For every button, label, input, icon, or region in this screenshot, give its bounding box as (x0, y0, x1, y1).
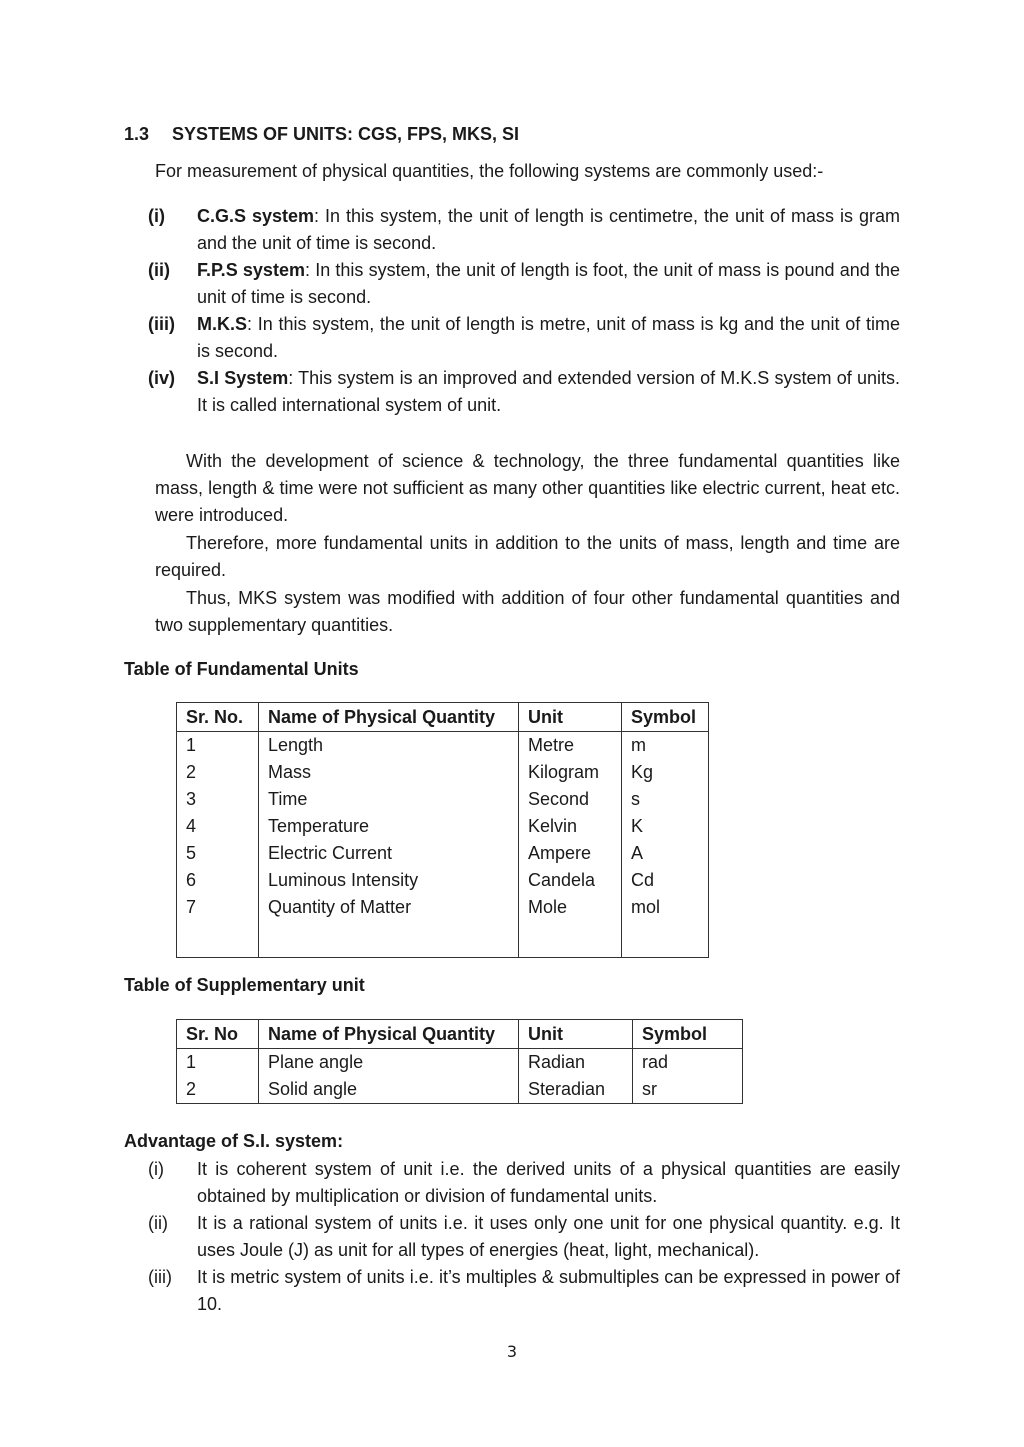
supplementary-table-title: Table of Supplementary unit (124, 975, 365, 995)
table-cell: 2 (177, 1076, 259, 1104)
table-row (177, 786, 709, 813)
system-description: : In this system, the unit of length is foot, the unit of mass is pound and the unit of time is second. (197, 260, 900, 307)
table-cell: Kg (622, 759, 709, 786)
list-item (148, 365, 900, 419)
list-marker: (ii) (148, 260, 170, 280)
table-cell: Electric Current (259, 840, 519, 867)
list-item (148, 1264, 900, 1318)
table-cell: mol (622, 894, 709, 921)
table-row (177, 732, 709, 760)
list-item (148, 1210, 900, 1264)
column-header: Sr. No. (177, 703, 259, 732)
list-marker: (iii) (148, 314, 175, 334)
table-cell: 7 (177, 894, 259, 921)
table-cell: 4 (177, 813, 259, 840)
table-cell: m (622, 732, 709, 760)
table-cell: s (622, 786, 709, 813)
column-header: Sr. No (177, 1020, 259, 1049)
table-cell: Cd (622, 867, 709, 894)
table-cell: Kelvin (519, 813, 622, 840)
table-cell: Solid angle (259, 1076, 519, 1104)
table-cell: Candela (519, 867, 622, 894)
table-empty-row (177, 921, 709, 958)
table-cell (519, 921, 622, 958)
table-cell: K (622, 813, 709, 840)
advantage-text: It is a rational system of units i.e. it uses only one unit for one physical quantity. e.g. It uses Joule (J) as unit for all types of energies (heat, light, mechanical). (197, 1213, 900, 1260)
table-cell: Mass (259, 759, 519, 786)
table-header-row (177, 703, 709, 732)
section-number: 1.3 (124, 124, 150, 144)
column-header: Unit (519, 1020, 633, 1049)
table-cell: 5 (177, 840, 259, 867)
table-cell: Metre (519, 732, 622, 760)
table-cell: sr (633, 1076, 743, 1104)
table-cell: Ampere (519, 840, 622, 867)
table-cell: Length (259, 732, 519, 760)
list-item (148, 311, 900, 365)
list-item (148, 1156, 900, 1210)
table-cell: Kilogram (519, 759, 622, 786)
supplementary-units-table (176, 1019, 743, 1104)
table-cell: Temperature (259, 813, 519, 840)
table-cell: A (622, 840, 709, 867)
table-row (177, 1049, 743, 1077)
table-cell (259, 921, 519, 958)
section-heading (124, 124, 519, 145)
list-item (148, 203, 900, 257)
list-marker: (ii) (148, 1213, 168, 1233)
table-cell: Second (519, 786, 622, 813)
table-cell: 6 (177, 867, 259, 894)
section-title: SYSTEMS OF UNITS: CGS, FPS, MKS, SI (172, 124, 520, 144)
table-cell: Luminous Intensity (259, 867, 519, 894)
column-header: Symbol (633, 1020, 743, 1049)
fundamental-table-title: Table of Fundamental Units (124, 659, 359, 679)
advantages-list (148, 1156, 900, 1318)
table-cell: Mole (519, 894, 622, 921)
table-row (177, 840, 709, 867)
system-term: M.K.S (197, 314, 248, 334)
advantage-text: It is metric system of units i.e. it’s multiples & submultiples can be expressed in power of 10. (197, 1267, 900, 1314)
table-cell: 1 (177, 732, 259, 760)
table-cell: 1 (177, 1049, 259, 1077)
advantages-title: Advantage of S.I. system: (124, 1131, 344, 1151)
systems-list (148, 203, 900, 419)
body-paragraph: Therefore, more fundamental units in addition to the units of mass, length and time are required. (155, 533, 900, 580)
table-cell: 2 (177, 759, 259, 786)
list-item (148, 257, 900, 311)
page-number: 3 (506, 1342, 518, 1361)
table-row (177, 894, 709, 921)
intro-paragraph: For measurement of physical quantities, the following systems are commonly used:- (155, 161, 824, 181)
table-row (177, 759, 709, 786)
column-header: Unit (519, 703, 622, 732)
list-marker: (i) (148, 206, 165, 226)
body-paragraph: Thus, MKS system was modified with addition of four other fundamental quantities and two supplementary quantities. (155, 588, 900, 635)
table-header-row (177, 1020, 743, 1049)
system-description: : In this system, the unit of length is centimetre, the unit of mass is gram and the unit of time is second. (197, 206, 900, 253)
table-row (177, 1076, 743, 1104)
table-cell (622, 921, 709, 958)
advantage-text: It is coherent system of unit i.e. the derived units of a physical quantities are easily obtained by multiplication or division of fundamental units. (197, 1159, 900, 1206)
table-row (177, 813, 709, 840)
table-cell: Radian (519, 1049, 633, 1077)
list-marker: (iv) (148, 368, 175, 388)
system-description: : This system is an improved and extended version of M.K.S system of units. It is called international system of unit. (197, 368, 900, 415)
table-cell: Quantity of Matter (259, 894, 519, 921)
list-marker: (i) (148, 1159, 164, 1179)
table-cell (177, 921, 259, 958)
system-description: : In this system, the unit of length is metre, unit of mass is kg and the unit of time is second. (197, 314, 900, 361)
column-header: Name of Physical Quantity (259, 1020, 519, 1049)
table-cell: 3 (177, 786, 259, 813)
column-header: Name of Physical Quantity (259, 703, 519, 732)
list-marker: (iii) (148, 1267, 172, 1287)
system-term: S.I System (197, 368, 289, 388)
system-term: C.G.S system (197, 206, 315, 226)
table-cell: Time (259, 786, 519, 813)
table-cell: Steradian (519, 1076, 633, 1104)
table-cell: rad (633, 1049, 743, 1077)
table-row (177, 867, 709, 894)
body-paragraph: With the development of science & technology, the three fundamental quantities like mass, length & time were not sufficient as many other quantities like electric current, heat etc. were introduced. (155, 451, 900, 525)
column-header: Symbol (622, 703, 709, 732)
system-term: F.P.S system (197, 260, 305, 280)
table-cell: Plane angle (259, 1049, 519, 1077)
fundamental-units-table (176, 702, 709, 958)
